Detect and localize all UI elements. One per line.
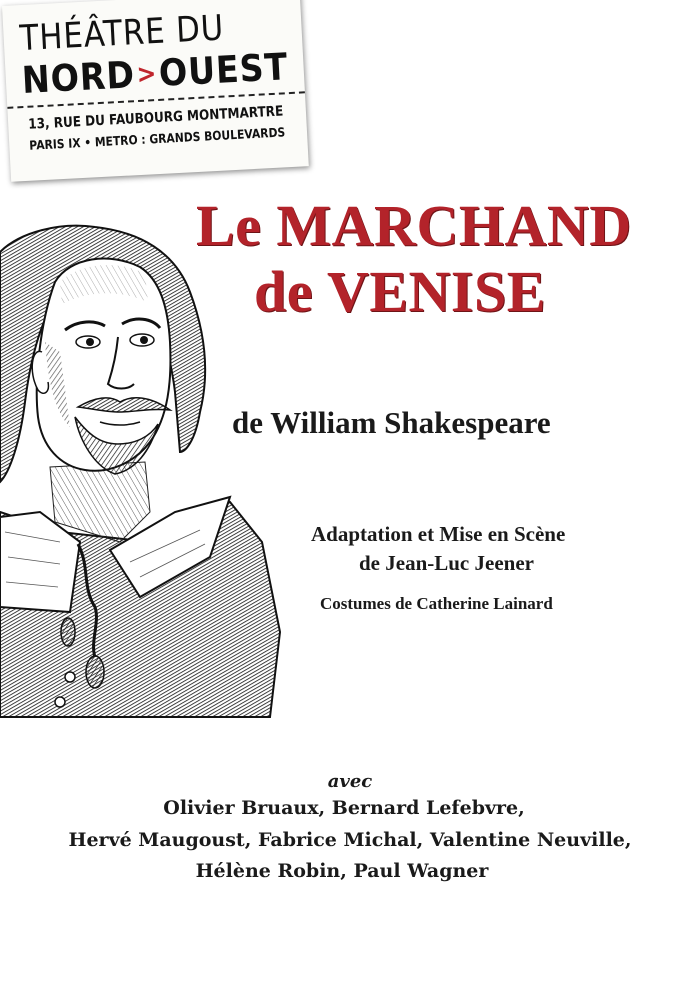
play-author: de William Shakespeare — [232, 405, 551, 440]
theatre-address-street: 13, RUE DU FAUBOURG MONTMARTRE — [27, 103, 284, 133]
arrow-right-icon: > — [135, 58, 158, 91]
theatre-name-line-1: THÉÂTRE DU — [18, 8, 226, 60]
theatre-name-nord: NORD — [20, 53, 136, 103]
credit-adaptation-line-1: Adaptation et Mise en Scène — [311, 522, 566, 546]
cast-line-1: Olivier Bruaux, Bernard Lefebvre, — [163, 797, 525, 819]
cast-intro: avec — [327, 771, 373, 792]
theatre-name-ouest: OUEST — [157, 45, 290, 95]
credit-costumes: Costumes de Catherine Lainard — [320, 594, 553, 613]
engraved-portrait-illustration — [0, 212, 290, 722]
play-title-line-2: de VENISE — [254, 259, 546, 324]
cast-line-2: Hervé Maugoust, Fabrice Michal, Valentine Neuville, — [68, 829, 632, 851]
cast-line-3: Hélène Robin, Paul Wagner — [195, 860, 489, 882]
credit-adaptation-line-2: de Jean-Luc Jeener — [359, 551, 534, 575]
theatre-address-metro: PARIS IX • METRO : GRANDS BOULEVARDS — [28, 124, 286, 153]
play-title-line-1: Le MARCHAND — [196, 193, 632, 258]
theatre-ticket-label — [2, 0, 309, 182]
